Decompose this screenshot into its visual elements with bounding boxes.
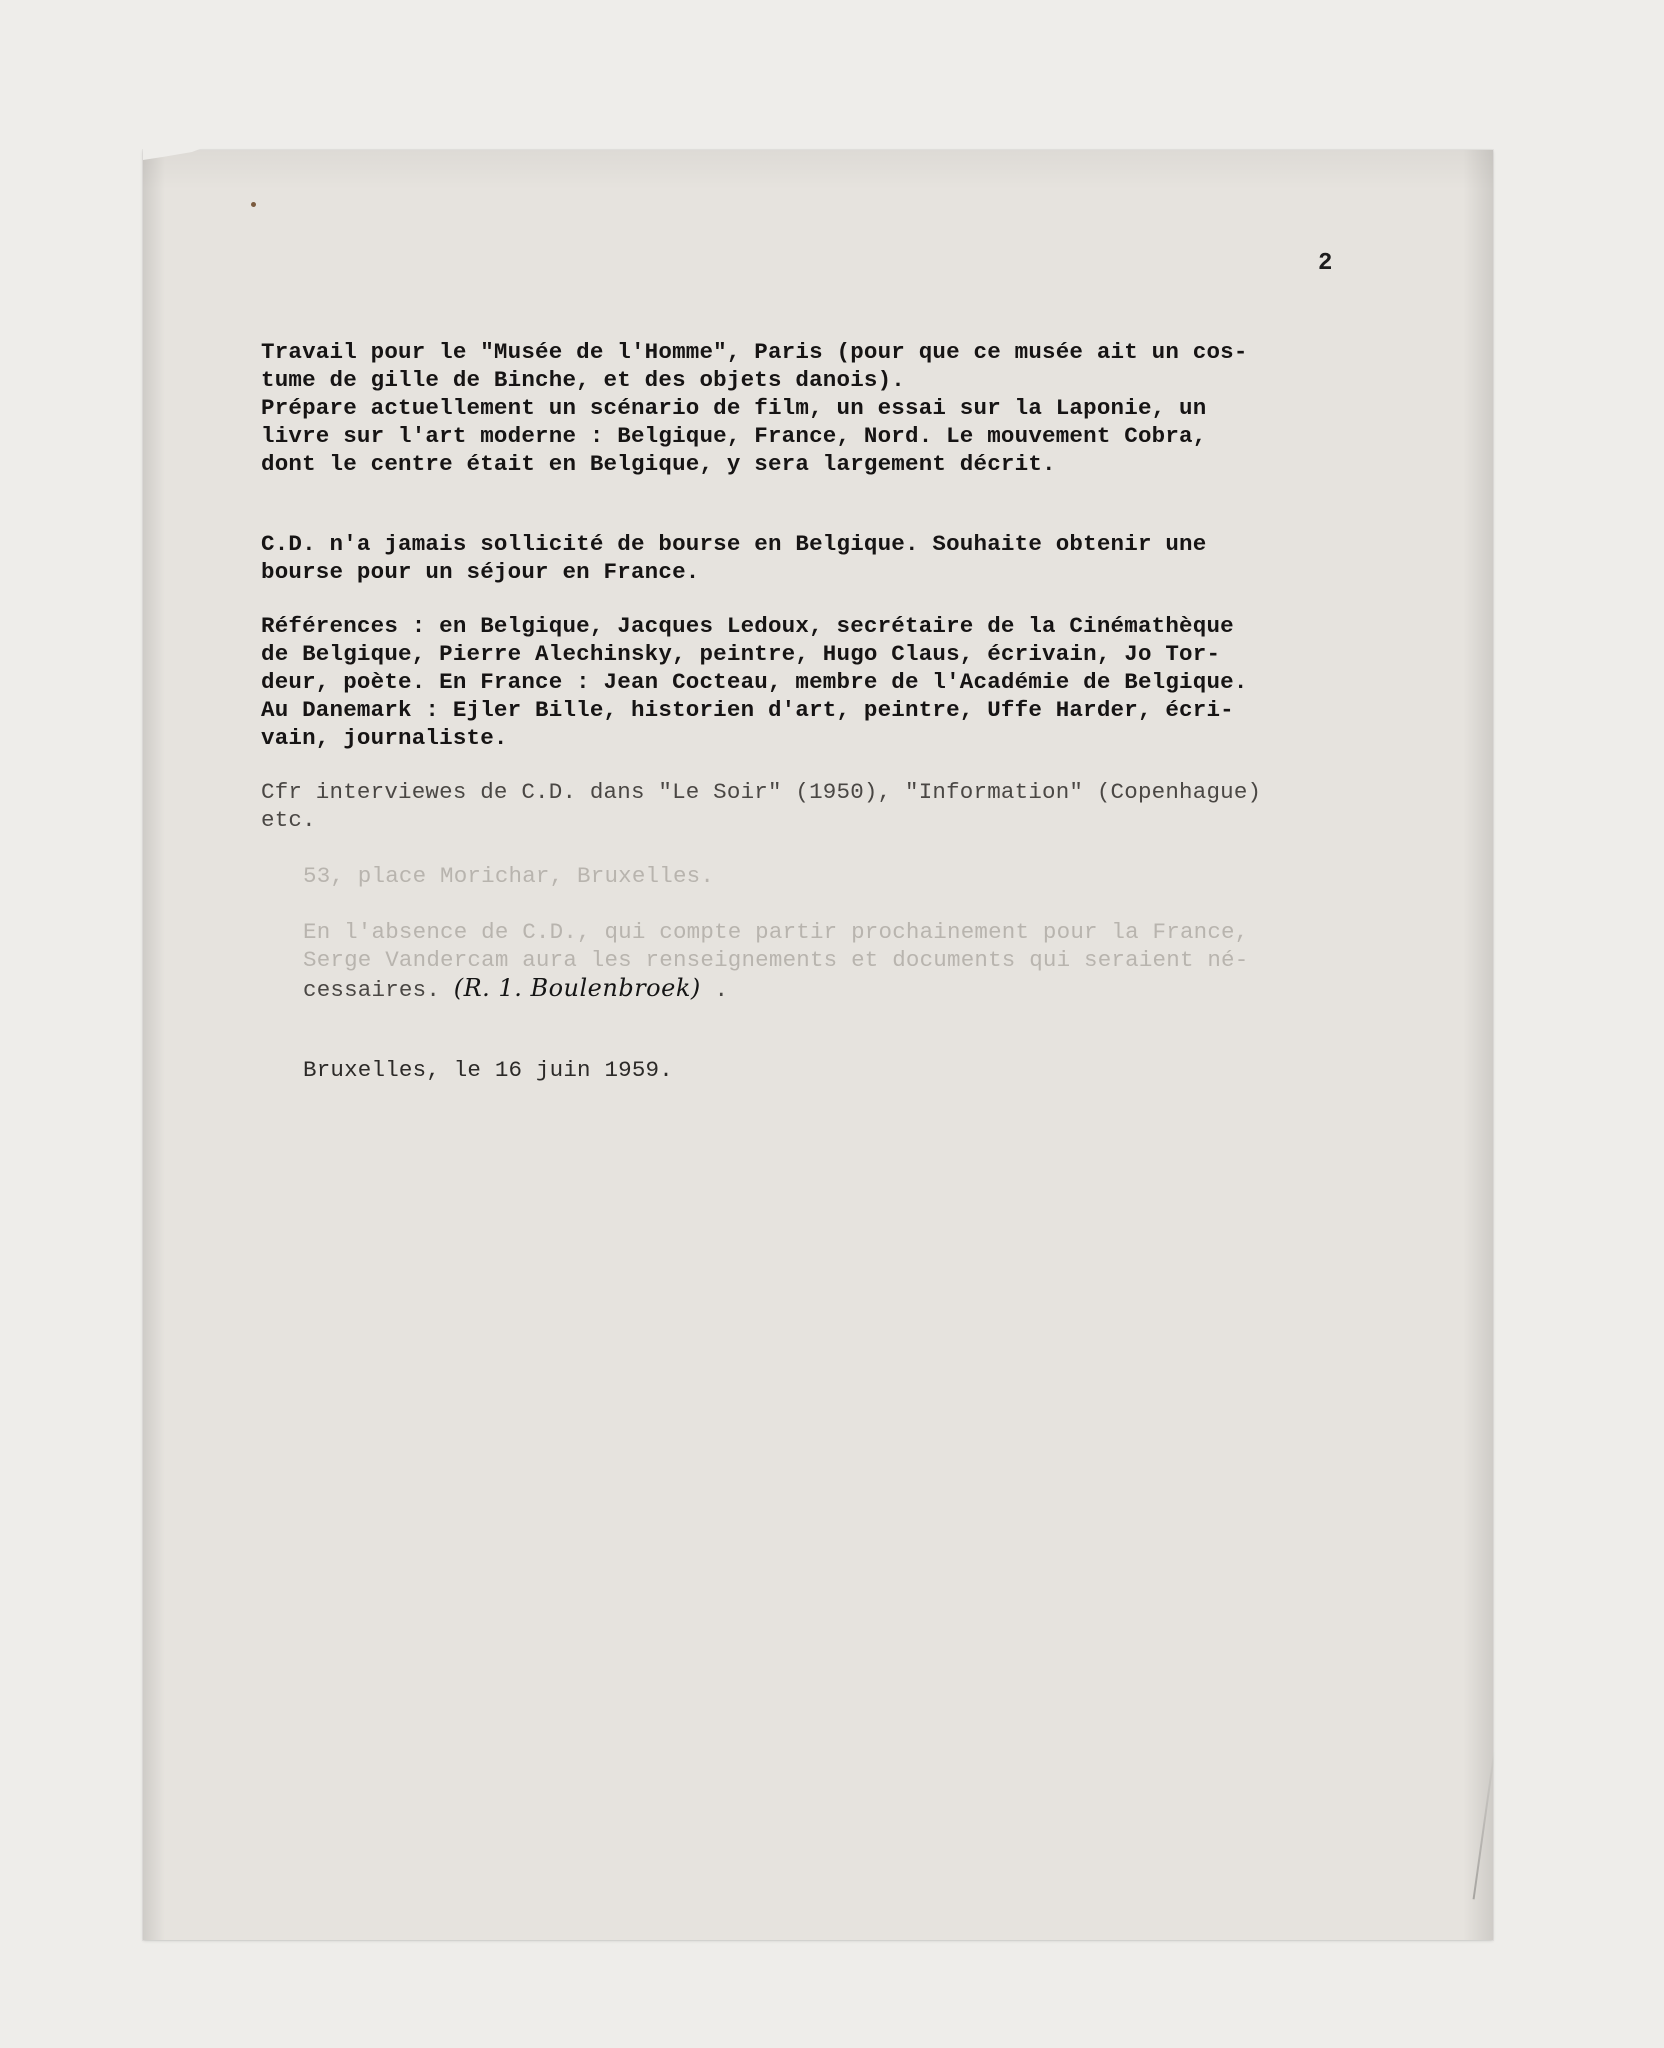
paragraph-2-line-1: C.D. n'a jamais sollicité de bourse en Belgique. Souhaite obtenir une bbox=[261, 531, 1207, 557]
document-sheet bbox=[143, 150, 1493, 1940]
fold-line bbox=[1473, 1751, 1496, 1900]
paragraph-3-line-4: Au Danemark : Ejler Bille, historien d'art, peintre, Uffe Harder, écri- bbox=[261, 697, 1234, 723]
paragraph-1-line-2: tume de gille de Binche, et des objets danois). bbox=[261, 367, 906, 393]
paragraph-3-line-3: deur, poète. En France : Jean Cocteau, membre de l'Académie de Belgique. bbox=[261, 669, 1248, 695]
paragraph-3-line-5: vain, journaliste. bbox=[261, 725, 508, 751]
address-line: 53, place Morichar, Bruxelles. bbox=[303, 863, 715, 889]
date-line: Bruxelles, le 16 juin 1959. bbox=[303, 1057, 673, 1083]
paragraph-5-last-word: cessaires. bbox=[303, 977, 441, 1003]
paragraph-3-line-2: de Belgique, Pierre Alechinsky, peintre, Hugo Claus, écrivain, Jo Tor- bbox=[261, 641, 1221, 667]
torn-corner bbox=[143, 144, 213, 160]
paragraph-5-line-3 bbox=[303, 974, 1503, 1004]
paragraph-1-line-1: Travail pour le "Musée de l'Homme", Paris (pour que ce musée ait un cos- bbox=[261, 339, 1248, 365]
paragraph-5-line-2: Serge Vandercam aura les renseignements et documents qui seraient né- bbox=[303, 947, 1249, 973]
paragraph-3-line-1: Références : en Belgique, Jacques Ledoux, secrétaire de la Cinémathèque bbox=[261, 613, 1234, 639]
handwritten-note: (R. 1. Boulenbroek) bbox=[453, 974, 701, 1002]
paragraph-1-line-4: livre sur l'art moderne : Belgique, France, Nord. Le mouvement Cobra, bbox=[261, 423, 1207, 449]
paragraph-4-line-2: etc. bbox=[261, 807, 316, 833]
paragraph-1-line-5: dont le centre était en Belgique, y sera largement décrit. bbox=[261, 451, 1056, 477]
paragraph-2-line-2: bourse pour un séjour en France. bbox=[261, 559, 700, 585]
paragraph-4-line-1: Cfr interviewes de C.D. dans "Le Soir" (1950), "Information" (Copenhague) bbox=[261, 779, 1262, 805]
closing-period: . bbox=[714, 977, 729, 1003]
paragraph-1-line-3: Prépare actuellement un scénario de film, un essai sur la Laponie, un bbox=[261, 395, 1207, 421]
paragraph-5-line-1: En l'absence de C.D., qui compte partir prochainement pour la France, bbox=[303, 919, 1249, 945]
page-number: 2 bbox=[1318, 250, 1333, 277]
ink-spot bbox=[251, 202, 256, 207]
